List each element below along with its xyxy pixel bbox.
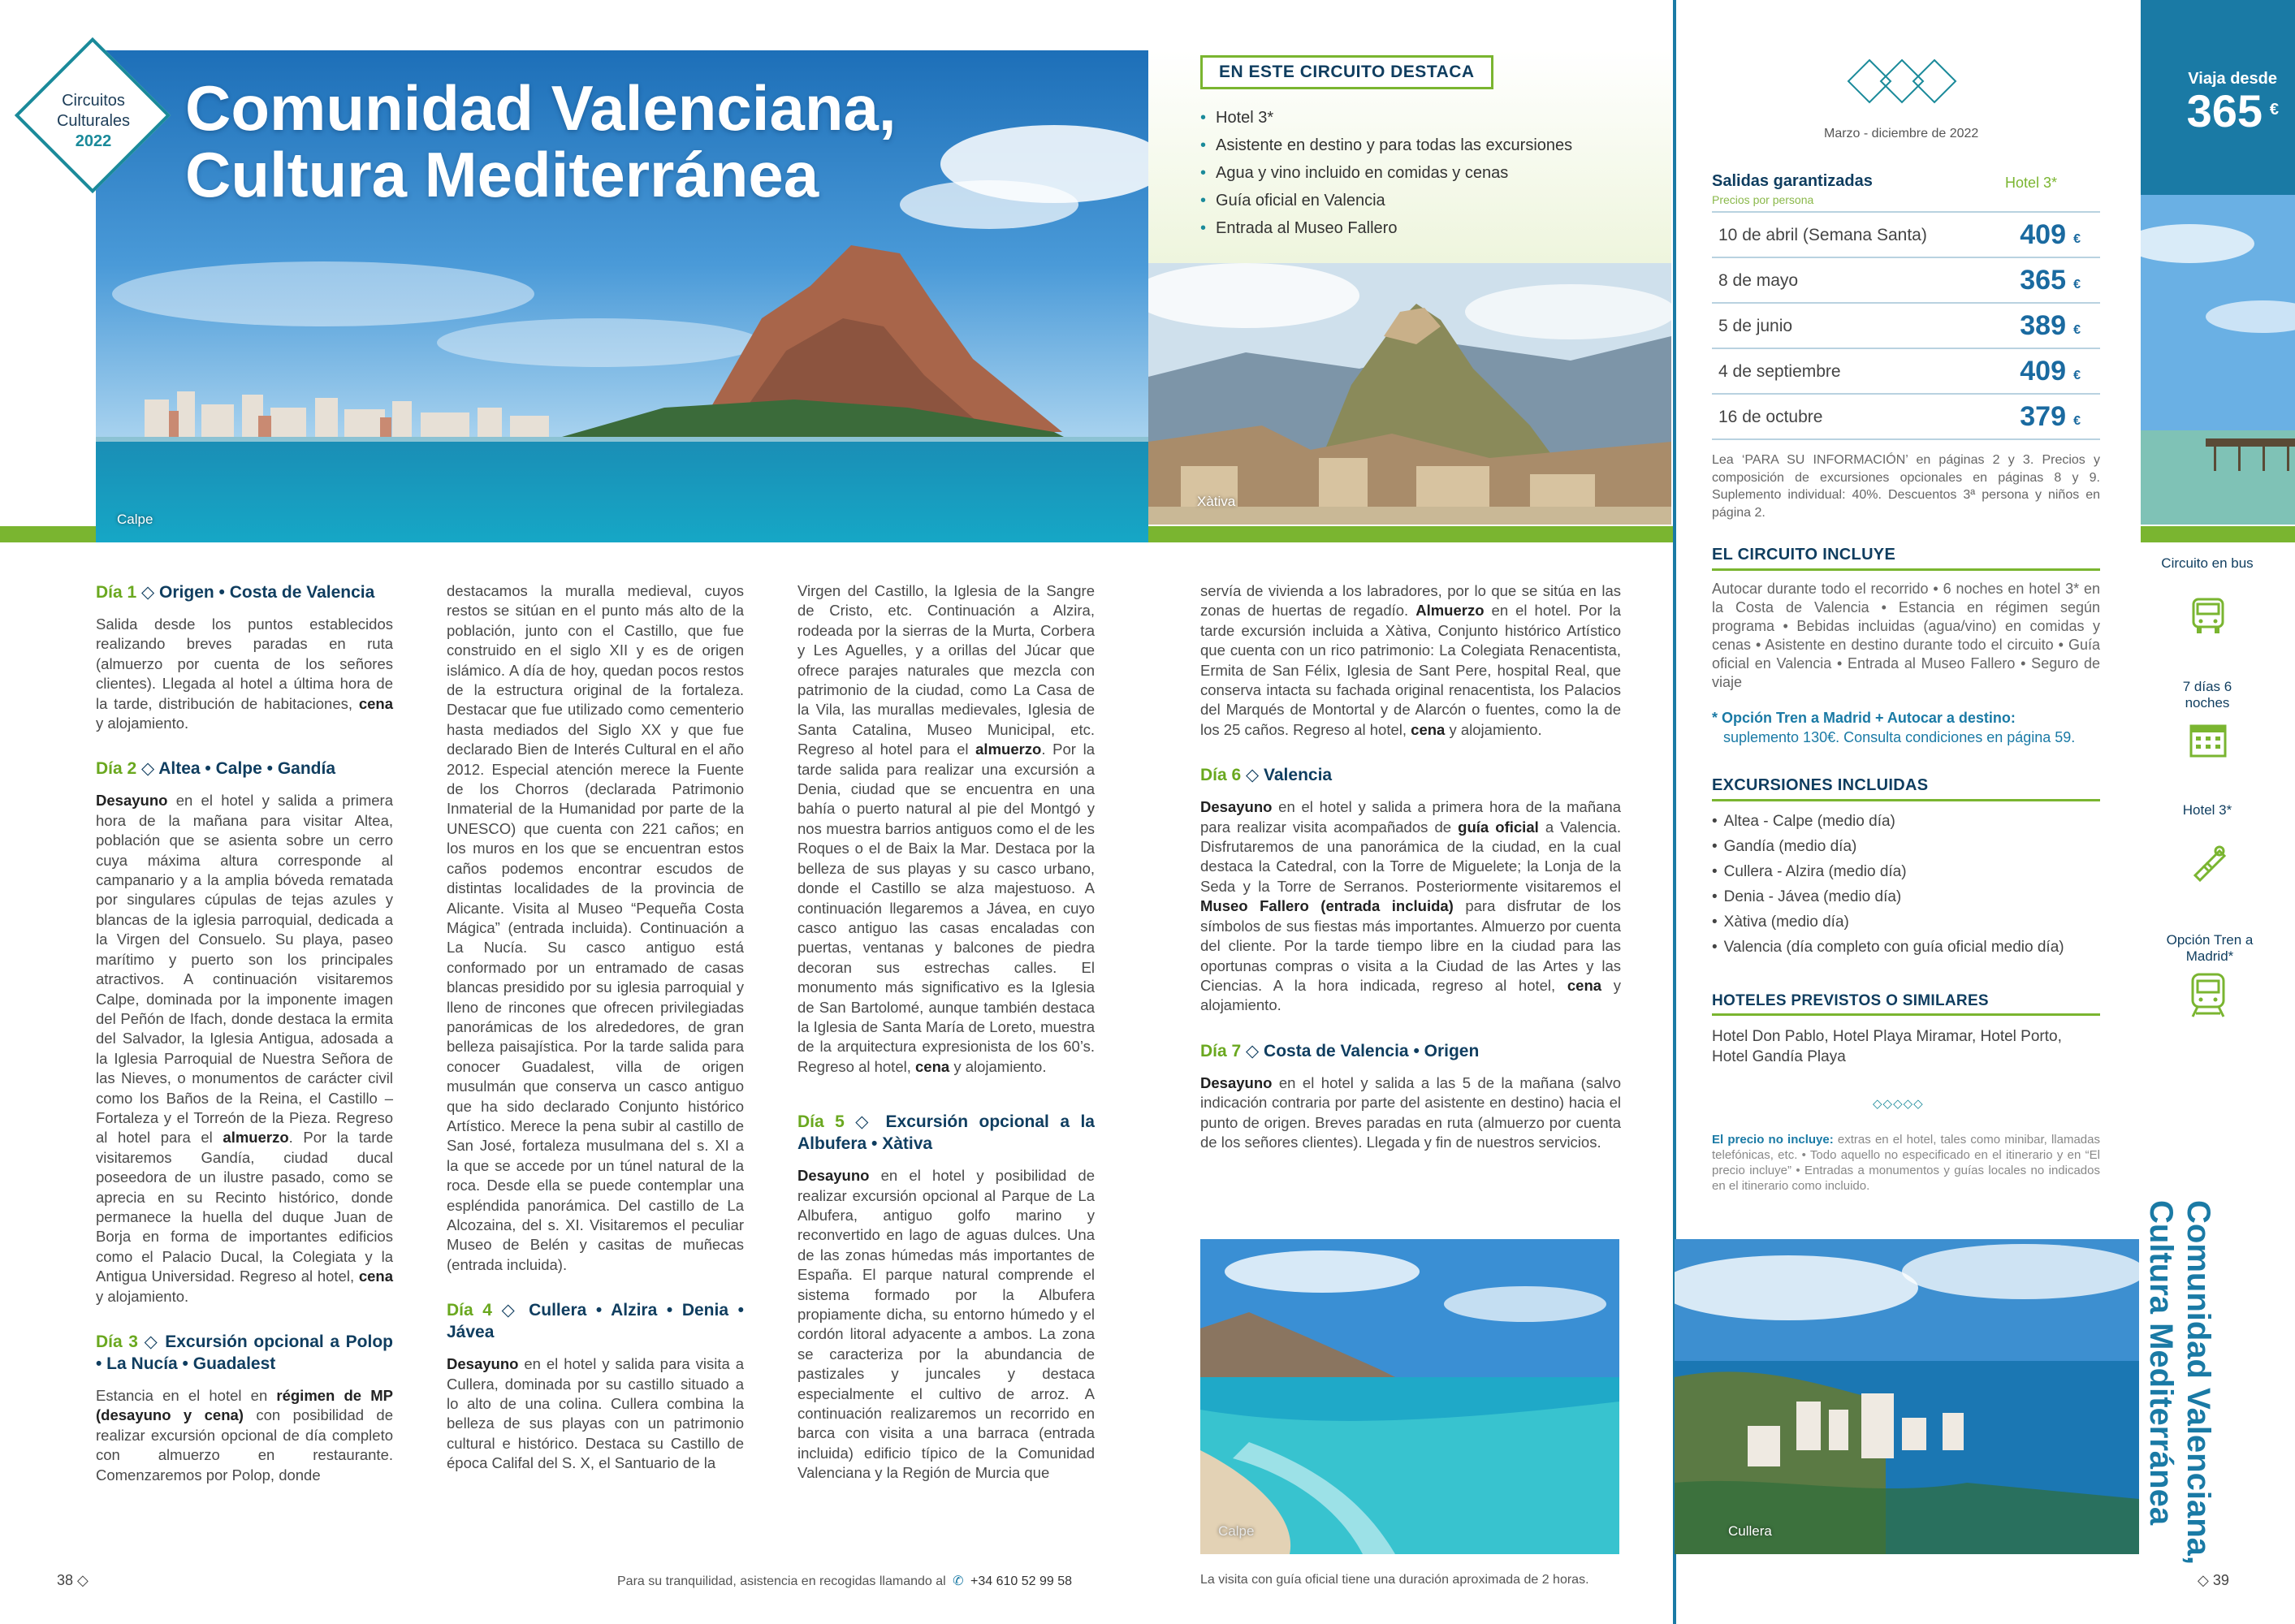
list-item: • Gandía (medio día): [1712, 834, 2064, 859]
price-note: Lea ‘PARA SU INFORMACIÓN’ en páginas 2 y 3. Precios y composición de excursiones opcionales en páginas 8 y 9. Suplemento individual: 40%. Descuentos 3ª persona y niños en página 2.: [1712, 453, 2100, 520]
itinerary-column-1: [96, 581, 393, 1485]
day-4-text: Desayuno en el hotel y salida para visita a Cullera, dominada por su castillo situado a lo alto de una colina. Cullera combina la belleza de sus playas con un patrimonio cultural e histórico. Destaca su Castillo de época Califal del S. X, el Santuario de la: [447, 1355, 745, 1472]
diamonds-logo-icon: [1845, 57, 1959, 106]
day-3-text-cont: destacamos la muralla medieval, cuyos restos se sitúan en el punto más alto de la población, junto con el Castillo, que fue construido en el siglo XII y es de origen islámico. A día de hoy, quedan pocos restos de la estructura original de la fortaleza. Destacar que fue utilizado como cementerio hasta mediados del Siglo XX y que fue declarado Bien de Interés Cultural en el año 2012. Especial atención merece la Fuente de los Chorros (declarada Patrimonio Inmaterial de la Humanidad por parte de la UNESCO) que cuenta con 221 caños; en los muros en los que se encuentran estos caños podemos encontrar escudos de distintas localidades de la provincia de Alicante. Visita al Museo “Pequeña Costa Mágica” (entrada incluida). Continuación a La Nucía. Su casco antiguo está conformado por un entramado de casas blancas presidido por su iglesia parroquial y lleno de rincones que ofrecen privilegiadas panorámicas de los alrededores, de gran belleza paisajística. Por la tarde salida para conocer Guadalest, villa de origen musulmán que conserva un casco antiguo que ha sido declarado Conjunto histórico Artístico. Merece la pena subir al castillo de San José, fortaleza musulmana del s. XI a la que se accede por un túnel natural de la roca. Desde ella se puede contemplar una espléndida panorámica. Del castillo de La Alcozaina, del s. XI. Visitaremos el peculiar Museo de Belén y casitas de muñecas (entrada incluida).: [447, 582, 744, 1273]
vertical-title-line-2: Cultura Mediterránea: [2143, 1200, 2179, 1526]
train-option-text: suplemento 130€. Consulta condiciones en página 59.: [1723, 729, 2076, 745]
day-6-title: Día 6 ◇ Valencia: [1200, 766, 1333, 785]
not-included-text: El precio no incluye: extras en el hotel, tales como minibar, llamadas telefónicas, etc. • Todo aquello no especificado en el itinerario y en “El precio incluye” • Entradas a monumentos y guías locales no indicados en el itinerario como incluido.: [1712, 1133, 2100, 1193]
cullera-illustration: [1675, 1239, 2139, 1554]
hotels-text: Hotel Don Pablo, Hotel Playa Miramar, Hotel Porto, Hotel Gandía Playa: [1712, 1028, 2062, 1065]
from-price-euro: €: [2269, 101, 2279, 119]
highlight-item: • Asistente en destino y para todas las excursiones: [1200, 132, 1572, 159]
page-number-right: ◇ 39: [2198, 1572, 2229, 1588]
price-table-bottom-rule: [1712, 438, 2100, 440]
train-option-title: * Opción Tren a Madrid + Autocar a destino:: [1712, 710, 2016, 726]
excursions-list: [1712, 809, 2064, 960]
day-1-text: Salida desde los puntos establecidos realizando breves paradas en ruta (almuerzo por cuenta de los señores clientes). Llegada al hotel a última hora de la tarde, distribución de habitaciones, cena y alojamiento.: [96, 615, 393, 732]
from-price-label: Viaja desde: [2188, 70, 2277, 88]
assistance-note: Para su tranquilidad, asistencia en recogidas llamando al ✆ +34 610 52 99 58: [617, 1574, 1073, 1588]
vertical-title-line-1: Comunidad Valenciana,: [2180, 1200, 2216, 1566]
feature-hotel-label: Hotel 3*: [2182, 802, 2232, 818]
photo-caption-calpe: Calpe: [117, 512, 153, 527]
day-6-text: Desayuno en el hotel y salida a primera hora de la mañana para realizar visita acompañados de guía oficial a Valencia. Disfrutaremos de una panorámica de la ciudad, en la cual destaca la Catedral, con la Torre de Miguelete; la Lonja de la Seda y la Torre de Serranos. Posteriormente visitaremos el Museo Fallero (entrada incluida) para disfrutar de los símbolos de sus fiestas más importantes. Almuerzo por cuenta del cliente. Por la tarde tiempo libre en la ciudad para las oportunas compras o visita a la Ciudad de las Artes y las Ciencias. A la hora indicada, regreso al hotel, cena y alojamiento.: [1200, 798, 1621, 1014]
list-item: • Denia - Jávea (medio día): [1712, 884, 2064, 909]
calendar-icon: [2189, 721, 2228, 758]
day-7-title: Día 7 ◇ Costa de Valencia • Origen: [1200, 1041, 1480, 1060]
badge-line2: Culturales: [56, 112, 131, 130]
table-row: 5 de junio 389 €: [1712, 302, 2100, 348]
hotels-rule: [1712, 1013, 2100, 1016]
table-row: 10 de abril (Semana Santa) 409 €: [1712, 211, 2100, 257]
lagoon-illustration: [2141, 195, 2295, 525]
day-3-title: Día 3 ◇ Excursión opcional a Polop • La Nucía • Guadalest: [96, 1332, 393, 1373]
feature-bus-label: Circuito en bus: [2161, 555, 2254, 571]
highlight-item: • Hotel 3*: [1200, 104, 1572, 132]
photo-caption-xativa: Xàtiva: [1197, 494, 1236, 509]
day-5-title: Día 5 ◇ Excursión opcional a la Albufera • Xàtiva: [797, 1112, 1095, 1154]
hotels-title: HOTELES PREVISTOS O SIMILARES: [1712, 992, 1989, 1009]
day-7-text: Desayuno en el hotel y salida a las 5 de la mañana (salvo indicación contraria por parte del asistente en destino) hacia el punto de origen. Breves paradas en ruta (almuerzo por cuenta de los señores clientes). Llegada y fin de nuestros servicios.: [1200, 1073, 1622, 1151]
bus-icon: [2190, 596, 2226, 635]
itinerary-column-3: [797, 581, 1095, 1484]
day-1-title: Día 1 ◇ Origen • Costa de Valencia: [96, 583, 375, 602]
day-3-text: Estancia en el hotel en régimen de MP (desayuno y cena) con posibilidad de realizar excursión opcional de día completo con almuerzo en restaurante. Comenzaremos por Polop, donde: [96, 1387, 393, 1484]
guide-duration-note: La visita con guía oficial tiene una duración aproximada de 2 horas.: [1200, 1573, 1589, 1587]
key-icon: [2189, 841, 2229, 882]
train-icon: [2188, 971, 2228, 1020]
not-included-title: El precio no incluye:: [1712, 1133, 1834, 1147]
small-diamonds-icon: ◇◇◇◇◇: [1873, 1097, 1924, 1111]
green-divider-right: [2141, 526, 2295, 542]
photo-caption-cullera: Cullera: [1728, 1523, 1772, 1539]
highlight-item: • Entrada al Museo Fallero: [1200, 214, 1572, 242]
excursions-title: EXCURSIONES INCLUIDAS: [1712, 776, 1929, 794]
vertical-title: [2142, 1200, 2217, 1624]
highlight-item: • Guía oficial en Valencia: [1200, 187, 1572, 214]
page-number-left: 38 ◇: [57, 1572, 89, 1588]
highlight-item: • Agua y vino incluido en comidas y cenas: [1200, 159, 1572, 187]
includes-rule: [1712, 568, 2100, 571]
highlights-title: EN ESTE CIRCUITO DESTACA: [1200, 55, 1493, 89]
price-table-hotel-column: Hotel 3*: [2004, 175, 2058, 191]
photo-cullera: [1675, 1239, 2139, 1554]
green-divider-mid: [1148, 526, 1673, 542]
includes-title: EL CIRCUITO INCLUYE: [1712, 546, 1896, 564]
price-table-header: [1712, 171, 2100, 211]
from-price-box: [2141, 0, 2295, 195]
feature-train-label: Opción Tren a Madrid*: [2166, 932, 2254, 964]
table-row: 8 de mayo 365 €: [1712, 257, 2100, 302]
highlights-list: [1200, 104, 1572, 242]
phone-icon: ✆: [953, 1574, 964, 1588]
badge-label: [16, 91, 171, 152]
day-4-text-cont: Virgen del Castillo, la Iglesia de la Sangre de Cristo, etc. Continuación a Alzira, rodeada por la sierras de la Murta, Corbera y Les Aguelles, y a orillas del Júcar que ofrece parajes naturales que mezcla con patrimonio de la ciudad, como La Casa de la Vila, las murallas medievales, Iglesia de Santa Catalina, Museo Municipal, etc. Regreso al hotel para el almuerzo. Por la tarde salida para realizar una excursión a Denia, ciudad que se encuentra en una bahía o puerto natural al pie del Montgó y nos muestra barrios antiguos como el de les Roques o el de Baix la Mar. Destaca por la belleza de sus playas y su casco urbano, donde el Castillo se alza majestuoso. A continuación llegaremos a Jávea, en cuyo casco antiguo las casas encaladas con puertas, ventanas y balcones de piedra decoran sus estrechas calles. El monumento más significativo es la Iglesia de San Bartolomé, aunque también destaca la Iglesia de Santa María de Loreto, muestra de la arquitectura expresionista de los 60’s. Regreso al hotel, cena y alojamiento.: [797, 582, 1095, 1075]
assistance-phone: +34 610 52 99 58: [970, 1574, 1073, 1588]
side-photo: [2141, 195, 2295, 525]
xativa-castle-illustration: [1148, 263, 1671, 525]
photo-xativa: [1148, 263, 1671, 525]
list-item: • Xàtiva (medio día): [1712, 909, 2064, 935]
day-2-title: Día 2 ◇ Altea • Calpe • Gandía: [96, 759, 336, 779]
day-5-text-cont: servía de vivienda a los labradores, por lo que se sitúa en las zonas de huertas de regadío. Almuerzo en el hotel. Por la tarde excursión incluida a Xàtiva, Conjunto histórico Artístico que cuenta con un rico patrimonio: La Colegiata Renacentista, Ermita de San Félix, Iglesia de Sant Pere, hospital Real, que conserva intacta su fachada original renacentista, los Palacios del Marqués de Montortal y de Alarcón o fuentes, como la de los 25 caños. Regreso al hotel, cena y alojamiento.: [1200, 582, 1622, 738]
list-item: • Altea - Calpe (medio día): [1712, 809, 2064, 834]
excursions-rule: [1712, 799, 2100, 801]
price-table-title: Salidas garantizadas: [1712, 172, 1873, 190]
day-2-text: Desayuno en el hotel y salida a primera hora de la mañana para visitar Altea, población que se asienta sobre un cerro cuya máxima altura corresponde al campanario y a la amplia bóveda rematada por singulares cúpulas de tejas azules y blancas de la iglesia parroquial, dedicada a la Virgen del Consuelo. Su playa, paseo marítimo y puerto son los principales atractivos. A continuación visitaremos Calpe, dominada por la imponente imagen del Peñón de Ifach, donde destaca la ermita del Salvador, la Iglesia Antigua, adosada a la Iglesia Parroquial de Nuestra Señora de las Nieves, o monumentos de carácter civil como los Baños de la Reina, el Castillo – Fortaleza y el Torreón de la Pieza. Regreso al hotel para el almuerzo. Por la tarde visitaremos Gandía, ciudad ducal poseedora de un ilustre pasado, como se aprecia en su Recinto histórico, donde permanece la huella del duque Juan de Borja en forma de importantes edificios como el Palacio Ducal, la Colegiata y la Antigua Universidad. Regreso al hotel, cena y alojamiento.: [96, 792, 393, 1305]
photo-caption-calpe-beach: Calpe: [1218, 1523, 1255, 1539]
title-line-1: Comunidad Valenciana,: [185, 72, 897, 144]
table-row: 4 de septiembre 409 €: [1712, 348, 2100, 393]
beach-illustration: [1200, 1239, 1619, 1554]
list-item: • Valencia (día completo con guía oficial medio día): [1712, 935, 2064, 960]
itinerary-column-2: [447, 581, 744, 1474]
itinerary-column-4: [1200, 581, 1621, 1152]
day-4-title: Día 4 ◇ Cullera • Alzira • Denia • Jávea: [447, 1301, 744, 1342]
table-row: 16 de octubre 379 €: [1712, 393, 2100, 438]
price-table-subtitle: Precios por persona: [1712, 193, 1814, 206]
date-range: Marzo - diciembre de 2022: [1824, 127, 1979, 140]
list-item: • Cullera - Alzira (medio día): [1712, 859, 2064, 884]
badge-line1: Circuitos: [62, 92, 125, 110]
from-price-value: 365: [2186, 85, 2263, 136]
feature-days-label: 7 días 6 noches: [2182, 679, 2232, 710]
price-table: [1712, 171, 2100, 440]
badge-year: 2022: [75, 132, 112, 150]
includes-text: Autocar durante todo el recorrido • 6 noches en hotel 3* en la Costa de Valencia • Estancia en régimen según programa • Bebidas incluidas (agua/vino) en comidas y cenas • Asistente en destino durante todo el circuito • Guía oficial en Valencia • Entrada al Museo Fallero • Seguro de viaje: [1712, 581, 2100, 690]
day-5-text: Desayuno en el hotel y posibilidad de realizar excursión opcional al Parque de La Albufera, antiguo golfo marino y reconvertido en lago de aguas dulces. Una de las zonas húmedas más importantes de España. El parque natural comprende el sistema formado por la Albufera propiamente dicha, su entorno húmedo y el cordón litoral adyacente a ambos. La zona se caracteriza por la abundancia de pastizales y juncales y destaca especialmente el cultivo de arroz. A continuación realizaremos un recorrido en barca con visita a una barraca (entrada incluida) edificio típico de la Comunidad Valenciana y la Región de Murcia que: [797, 1167, 1096, 1482]
photo-calpe-beach: [1200, 1239, 1619, 1554]
page-title: [185, 72, 897, 210]
green-divider-left: [0, 526, 96, 542]
title-line-2: Cultura Mediterránea: [185, 139, 819, 210]
